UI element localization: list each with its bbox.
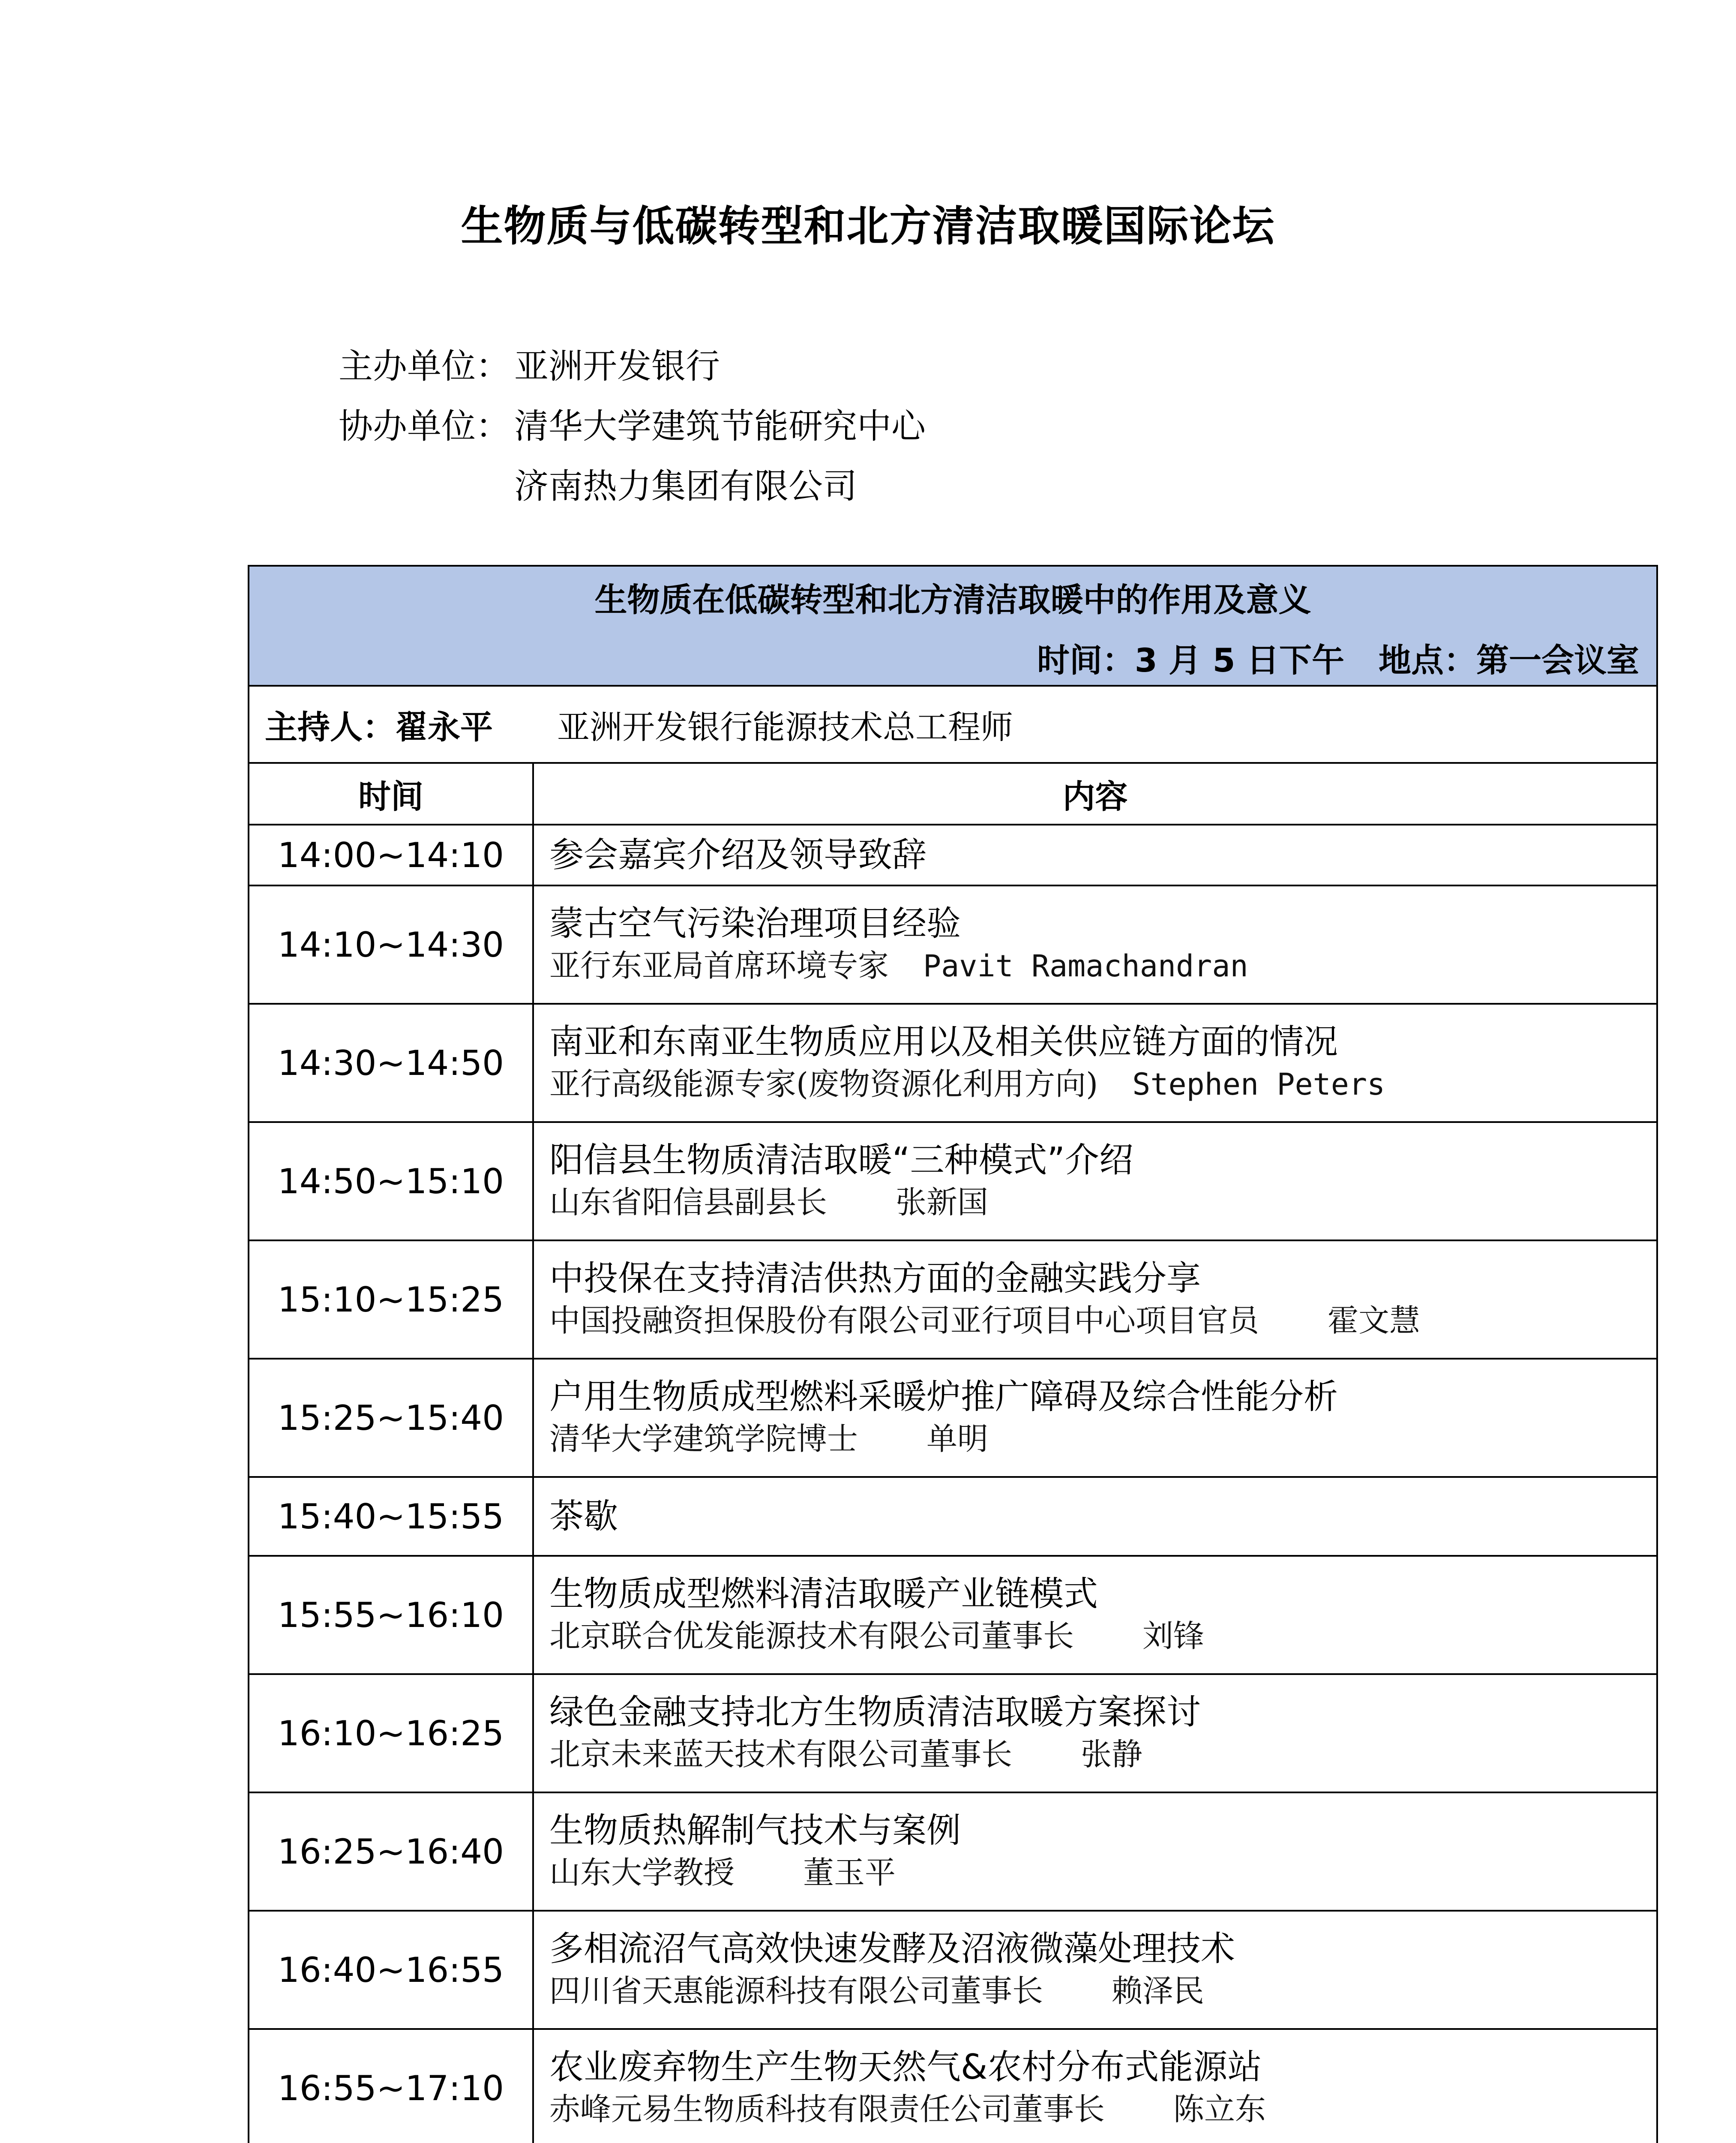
speaker-affiliation: 北京联合优发能源技术有限公司董事长: [549, 1618, 1074, 1654]
agenda-speaker: [549, 1852, 1656, 1894]
agenda-time: 16:55~17:10: [249, 2029, 533, 2143]
agenda-content: [533, 1556, 1657, 1674]
co-organizer-label: 协办单位：: [339, 406, 510, 446]
agenda-title: 阳信县生物质清洁取暖“三种模式”介绍: [549, 1140, 1133, 1180]
speaker-name: 张新国: [896, 1184, 989, 1221]
agenda-title: 生物质热解制气技术与案例: [549, 1810, 961, 1851]
agenda-time: 14:50~15:10: [249, 1122, 533, 1240]
agenda-content: [533, 1792, 1657, 1911]
session-title: 生物质在低碳转型和北方清洁取暖中的作用及意义: [594, 581, 1311, 619]
session-location: 地点：第一会议室: [1379, 641, 1639, 679]
speaker-affiliation: 亚行高级能源专家(废物资源化利用方向): [549, 1066, 1098, 1102]
agenda-speaker: [549, 1300, 1656, 1342]
column-header-time: 时间: [249, 763, 533, 825]
organizer-block: [339, 336, 926, 516]
agenda-content: [533, 1674, 1657, 1792]
agenda-title: 农业废弃物生产生物天然气&农村分布式能源站: [549, 2047, 1262, 2087]
session-header-row: [249, 566, 1657, 686]
host-label: 主持人：翟永平: [265, 708, 493, 746]
host-title: 亚洲开发银行能源技术总工程师: [557, 708, 1013, 746]
agenda-content: [533, 1359, 1657, 1477]
speaker-affiliation: 山东省阳信县副县长: [549, 1184, 828, 1221]
agenda-speaker: [549, 1734, 1656, 1775]
organizer-row-co: [339, 396, 926, 456]
table-row: [249, 825, 1657, 885]
speaker-name: Pavit Ramachandran: [923, 948, 1248, 984]
speaker-name: 张静: [1081, 1736, 1143, 1773]
agenda-title: 南亚和东南亚生物质应用以及相关供应链方面的情况: [549, 1022, 1338, 1062]
agenda-time: 15:55~16:10: [249, 1556, 533, 1674]
speaker-name: 赖泽民: [1112, 1973, 1205, 2009]
agenda-time: 16:25~16:40: [249, 1792, 533, 1911]
table-row: [249, 1122, 1657, 1240]
agenda-speaker: [549, 945, 1656, 987]
agenda-content: [533, 825, 1657, 885]
agenda-speaker: [549, 1615, 1656, 1657]
agenda-time: 14:10~14:30: [249, 885, 533, 1004]
table-header-row: [249, 763, 1657, 825]
organizer-value: 亚洲开发银行: [514, 346, 720, 386]
co-organizer-value: 清华大学建筑节能研究中心: [514, 406, 926, 446]
agenda-title: 蒙古空气污染治理项目经验: [549, 903, 961, 944]
table-row: [249, 1240, 1657, 1359]
agenda-speaker: [549, 1418, 1656, 1460]
speaker-name: 董玉平: [803, 1855, 896, 1891]
agenda-speaker: [549, 1182, 1656, 1223]
organizer-label: 主办单位：: [339, 346, 510, 386]
speaker-affiliation: 亚行东亚局首席环境专家: [549, 948, 889, 984]
organizer-row-host: [339, 336, 926, 396]
agenda-time: 15:10~15:25: [249, 1240, 533, 1359]
speaker-name: 刘锋: [1142, 1618, 1205, 1654]
agenda-title: 绿色金融支持北方生物质清洁取暖方案探讨: [549, 1692, 1201, 1732]
page-title: 生物质与低碳转型和北方清洁取暖国际论坛: [461, 202, 1275, 251]
speaker-name: 霍文慧: [1328, 1303, 1421, 1339]
session-time: 时间：3 月 5 日下午: [1037, 641, 1344, 679]
agenda-speaker: [549, 2089, 1656, 2130]
table-row: [249, 1911, 1657, 2029]
host-cell: [249, 686, 1657, 763]
column-header-content: 内容: [533, 763, 1657, 825]
speaker-affiliation: 赤峰元易生物质科技有限责任公司董事长: [549, 2091, 1105, 2128]
agenda-content: [533, 2029, 1657, 2143]
speaker-affiliation: 四川省天惠能源科技有限公司董事长: [549, 1973, 1043, 2009]
agenda-time: 14:00~14:10: [249, 825, 533, 885]
speaker-affiliation: 清华大学建筑学院博士: [549, 1421, 858, 1457]
agenda-title: 户用生物质成型燃料采暖炉推广障碍及综合性能分析: [549, 1377, 1338, 1417]
agenda-title: 生物质成型燃料清洁取暖产业链模式: [549, 1574, 1098, 1614]
table-row: [249, 1556, 1657, 1674]
table-row: [249, 2029, 1657, 2143]
agenda-content: [533, 1911, 1657, 2029]
speaker-name: 单明: [926, 1421, 989, 1457]
speaker-name: 陈立东: [1173, 2091, 1266, 2128]
table-row: [249, 1359, 1657, 1477]
agenda-time: 16:10~16:25: [249, 1674, 533, 1792]
schedule-table: [248, 565, 1658, 2143]
table-row: [249, 1674, 1657, 1792]
agenda-speaker: [549, 1970, 1656, 2012]
agenda-content: [533, 1477, 1657, 1556]
agenda-time: 15:25~15:40: [249, 1359, 533, 1477]
session-header: [249, 566, 1657, 686]
agenda-time: 16:40~16:55: [249, 1911, 533, 2029]
co-organizer-label-empty: [339, 456, 514, 516]
speaker-affiliation: 北京未来蓝天技术有限公司董事长: [549, 1736, 1013, 1773]
host-row: [249, 686, 1657, 763]
table-row: [249, 1792, 1657, 1911]
agenda-title: 多相流沼气高效快速发酵及沼液微藻处理技术: [549, 1929, 1235, 1969]
agenda-time: 14:30~14:50: [249, 1004, 533, 1122]
session-meta: [249, 621, 1656, 681]
agenda-title: 中投保在支持清洁供热方面的金融实践分享: [549, 1258, 1201, 1299]
agenda-time: 15:40~15:55: [249, 1477, 533, 1556]
agenda-content: [533, 1240, 1657, 1359]
agenda-content: [533, 1122, 1657, 1240]
agenda-speaker: [549, 1063, 1656, 1105]
table-row: [249, 1004, 1657, 1122]
table-row: [249, 1477, 1657, 1556]
agenda-title: 茶歇: [549, 1496, 618, 1536]
agenda-content: [533, 885, 1657, 1004]
organizer-row-co-2: [339, 456, 926, 516]
speaker-affiliation: 山东大学教授: [549, 1855, 735, 1891]
table-row: [249, 885, 1657, 1004]
speaker-affiliation: 中国投融资担保股份有限公司亚行项目中心项目官员: [549, 1303, 1259, 1339]
agenda-title: 参会嘉宾介绍及领导致辞: [549, 835, 926, 875]
co-organizer-value-2: 济南热力集团有限公司: [514, 466, 857, 506]
speaker-name: Stephen Peters: [1132, 1067, 1385, 1102]
agenda-content: [533, 1004, 1657, 1122]
